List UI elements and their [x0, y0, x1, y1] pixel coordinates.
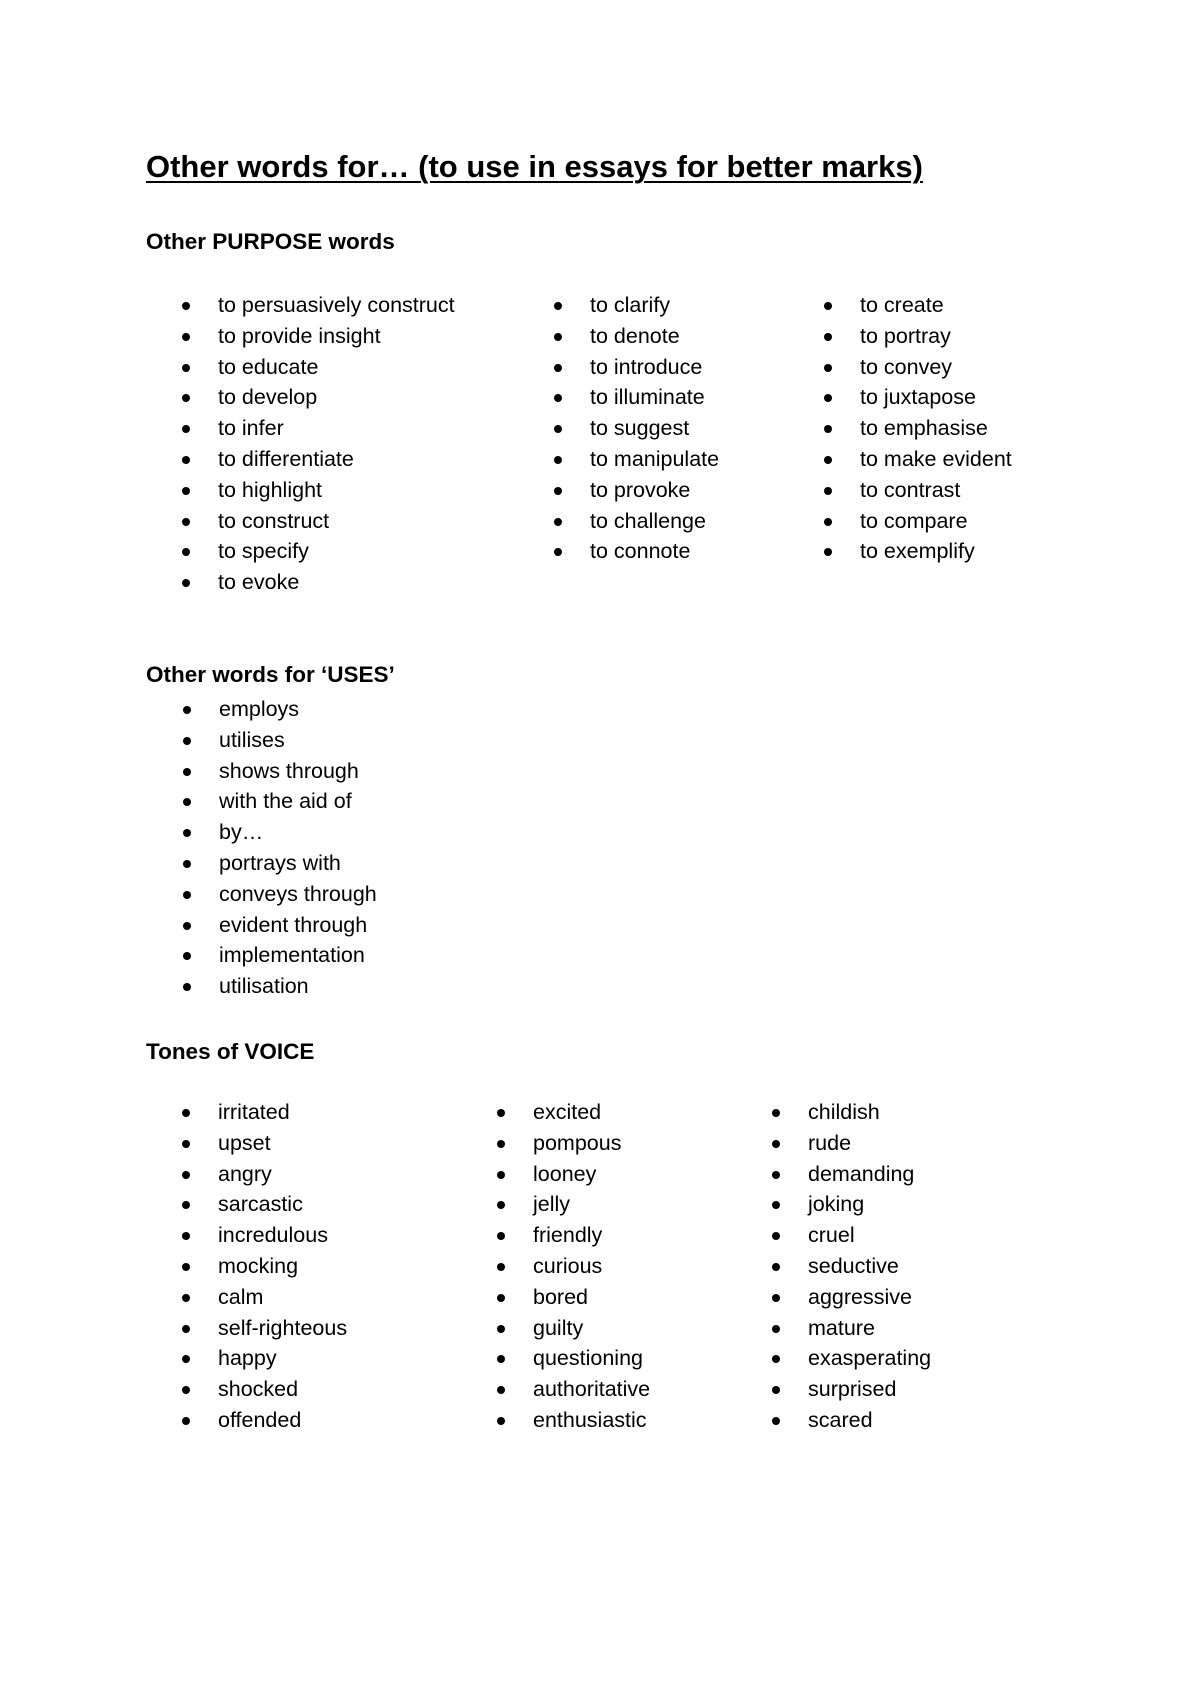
bullet-icon	[554, 548, 562, 556]
bullet-icon	[772, 1325, 780, 1333]
bullet-icon	[497, 1263, 505, 1271]
bullet-icon	[182, 1294, 190, 1302]
list-item-text: happy	[218, 1346, 277, 1371]
list-item	[146, 1405, 347, 1436]
purpose-list-column-2	[518, 290, 719, 567]
list-item-text: to portray	[860, 323, 951, 348]
bullet-icon	[183, 983, 191, 991]
list-item	[146, 382, 455, 413]
bullet-icon	[182, 1417, 190, 1425]
list-item-text: enthusiastic	[533, 1407, 647, 1432]
list-item	[146, 290, 455, 321]
list-item-text: to specify	[218, 539, 309, 564]
list-item	[736, 1251, 931, 1282]
list-item	[788, 290, 1012, 321]
bullet-icon	[554, 487, 562, 495]
voice-list-column-2	[461, 1097, 650, 1436]
bullet-icon	[772, 1201, 780, 1209]
list-item	[146, 321, 455, 352]
list-item-text: shocked	[218, 1377, 299, 1402]
list-item-text: guilty	[533, 1315, 584, 1340]
list-item	[146, 536, 455, 567]
list-item-text: upset	[218, 1130, 271, 1155]
list-item	[788, 321, 1012, 352]
list-item-text: authoritative	[533, 1377, 651, 1402]
bullet-icon	[497, 1294, 505, 1302]
list-item-text: to infer	[218, 416, 284, 441]
list-item	[146, 352, 455, 383]
list-item	[146, 1251, 347, 1282]
list-item-text: portrays with	[219, 850, 341, 875]
bullet-icon	[497, 1140, 505, 1148]
list-item-text: to differentiate	[218, 446, 354, 471]
list-item-text: calm	[218, 1284, 264, 1309]
list-item-text: to evoke	[218, 570, 300, 595]
voice-list-column-1	[146, 1097, 347, 1436]
list-item	[146, 444, 455, 475]
page-title: Other words for… (to use in essays for better marks)	[146, 149, 923, 184]
bullet-icon	[183, 922, 191, 930]
list-item	[147, 694, 377, 725]
list-item-text: utilisation	[219, 974, 309, 999]
list-item-text: shows through	[219, 758, 359, 783]
list-item	[461, 1128, 650, 1159]
bullet-icon	[182, 1232, 190, 1240]
purpose-list-column-1	[146, 290, 455, 598]
purpose-heading: Other PURPOSE words	[146, 229, 395, 254]
bullet-icon	[497, 1109, 505, 1117]
list-item-text: by…	[219, 820, 264, 845]
bullet-icon	[554, 302, 562, 310]
bullet-icon	[772, 1140, 780, 1148]
list-item-text: scared	[808, 1407, 873, 1432]
bullet-icon	[182, 394, 190, 402]
list-item	[146, 567, 455, 598]
list-item	[461, 1282, 650, 1313]
bullet-icon	[182, 1171, 190, 1179]
list-item	[736, 1374, 931, 1405]
list-item	[146, 1189, 347, 1220]
list-item	[518, 475, 719, 506]
bullet-icon	[182, 1109, 190, 1117]
bullet-icon	[824, 394, 832, 402]
list-item-text: to emphasise	[860, 416, 988, 441]
bullet-icon	[182, 548, 190, 556]
bullet-icon	[824, 364, 832, 372]
voice-list-column-3	[736, 1097, 931, 1436]
list-item	[518, 506, 719, 537]
bullet-icon	[183, 952, 191, 960]
list-item	[147, 879, 377, 910]
list-item	[461, 1159, 650, 1190]
list-item-text: to provoke	[590, 477, 691, 502]
bullet-icon	[554, 518, 562, 526]
bullet-icon	[182, 487, 190, 495]
bullet-icon	[497, 1325, 505, 1333]
purpose-list-column-3	[788, 290, 1012, 567]
list-item-text: implementation	[219, 943, 365, 968]
list-item	[736, 1405, 931, 1436]
bullet-icon	[183, 891, 191, 899]
list-item	[147, 756, 377, 787]
list-item	[146, 1282, 347, 1313]
bullet-icon	[497, 1232, 505, 1240]
list-item	[146, 1374, 347, 1405]
list-item	[736, 1159, 931, 1190]
bullet-icon	[772, 1417, 780, 1425]
bullet-icon	[182, 1263, 190, 1271]
list-item	[518, 536, 719, 567]
list-item	[461, 1251, 650, 1282]
list-item-text: exasperating	[808, 1346, 932, 1371]
bullet-icon	[554, 364, 562, 372]
bullet-icon	[182, 364, 190, 372]
list-item	[461, 1220, 650, 1251]
list-item-text: to highlight	[218, 477, 322, 502]
bullet-icon	[182, 1201, 190, 1209]
bullet-icon	[183, 706, 191, 714]
bullet-icon	[497, 1355, 505, 1363]
list-item-text: jelly	[533, 1192, 571, 1217]
bullet-icon	[497, 1201, 505, 1209]
bullet-icon	[824, 518, 832, 526]
list-item	[146, 1097, 347, 1128]
uses-heading: Other words for ‘USES’	[146, 662, 395, 687]
bullet-icon	[824, 487, 832, 495]
list-item	[146, 1159, 347, 1190]
list-item-text: seductive	[808, 1253, 899, 1278]
list-item-text: irritated	[218, 1100, 290, 1124]
list-item	[788, 475, 1012, 506]
list-item	[146, 506, 455, 537]
list-item-text: to convey	[860, 354, 953, 379]
bullet-icon	[772, 1109, 780, 1117]
list-item	[147, 786, 377, 817]
bullet-icon	[554, 394, 562, 402]
list-item-text: to introduce	[590, 354, 703, 379]
list-item	[461, 1189, 650, 1220]
list-item	[146, 1313, 347, 1344]
bullet-icon	[824, 333, 832, 341]
list-item-text: with the aid of	[219, 789, 352, 814]
list-item-text: rude	[808, 1130, 852, 1155]
list-item	[518, 382, 719, 413]
voice-heading: Tones of VOICE	[146, 1039, 315, 1064]
bullet-icon	[182, 302, 190, 310]
list-item-text: conveys through	[219, 881, 377, 906]
bullet-icon	[772, 1294, 780, 1302]
list-item-text: surprised	[808, 1377, 897, 1402]
list-item-text: to clarify	[590, 293, 671, 317]
list-item-text: to develop	[218, 385, 318, 410]
list-item-text: to compare	[860, 508, 968, 533]
list-item	[788, 413, 1012, 444]
list-item	[147, 940, 377, 971]
bullet-icon	[183, 860, 191, 868]
list-item	[146, 475, 455, 506]
list-item	[736, 1220, 931, 1251]
uses-list	[147, 694, 377, 1002]
list-item-text: self-righteous	[218, 1315, 348, 1340]
list-item-text: offended	[218, 1407, 302, 1432]
bullet-icon	[772, 1232, 780, 1240]
list-item-text: utilises	[219, 727, 285, 752]
list-item-text: childish	[808, 1100, 880, 1124]
list-item-text: demanding	[808, 1161, 915, 1186]
list-item-text: mature	[808, 1315, 875, 1340]
list-item	[146, 1128, 347, 1159]
bullet-icon	[182, 1386, 190, 1394]
list-item	[146, 413, 455, 444]
list-item	[788, 382, 1012, 413]
list-item-text: pompous	[533, 1130, 622, 1155]
bullet-icon	[182, 1355, 190, 1363]
list-item	[461, 1405, 650, 1436]
list-item	[146, 1343, 347, 1374]
bullet-icon	[182, 456, 190, 464]
bullet-icon	[772, 1263, 780, 1271]
bullet-icon	[182, 1140, 190, 1148]
list-item-text: to provide insight	[218, 323, 381, 348]
list-item-text: employs	[219, 697, 300, 721]
bullet-icon	[824, 548, 832, 556]
list-item	[461, 1374, 650, 1405]
bullet-icon	[183, 768, 191, 776]
list-item-text: to juxtapose	[860, 385, 976, 410]
list-item-text: mocking	[218, 1253, 299, 1278]
list-item-text: cruel	[808, 1223, 855, 1248]
list-item	[518, 413, 719, 444]
list-item	[147, 848, 377, 879]
list-item-text: joking	[808, 1192, 865, 1217]
list-item-text: to educate	[218, 354, 319, 379]
bullet-icon	[772, 1386, 780, 1394]
list-item	[518, 352, 719, 383]
list-item	[146, 1220, 347, 1251]
list-item-text: sarcastic	[218, 1192, 303, 1217]
list-item	[518, 321, 719, 352]
list-item-text: excited	[533, 1100, 602, 1124]
bullet-icon	[824, 425, 832, 433]
list-item-text: to create	[860, 293, 944, 317]
bullet-icon	[554, 456, 562, 464]
list-item-text: angry	[218, 1161, 272, 1186]
list-item	[736, 1313, 931, 1344]
list-item-text: aggressive	[808, 1284, 912, 1309]
bullet-icon	[183, 798, 191, 806]
list-item-text: friendly	[533, 1223, 603, 1248]
bullet-icon	[824, 302, 832, 310]
list-item	[736, 1128, 931, 1159]
list-item	[147, 817, 377, 848]
list-item	[736, 1097, 931, 1128]
list-item-text: looney	[533, 1161, 597, 1186]
bullet-icon	[182, 579, 190, 587]
bullet-icon	[497, 1417, 505, 1425]
list-item	[147, 910, 377, 941]
bullet-icon	[497, 1386, 505, 1394]
bullet-icon	[497, 1171, 505, 1179]
list-item-text: to contrast	[860, 477, 961, 502]
bullet-icon	[554, 425, 562, 433]
bullet-icon	[182, 425, 190, 433]
list-item-text: to exemplify	[860, 539, 975, 564]
list-item-text: to construct	[218, 508, 330, 533]
list-item	[461, 1097, 650, 1128]
list-item	[147, 725, 377, 756]
list-item-text: to suggest	[590, 416, 690, 441]
list-item	[788, 444, 1012, 475]
list-item-text: to illuminate	[590, 385, 705, 410]
list-item-text: to denote	[590, 323, 680, 348]
bullet-icon	[183, 737, 191, 745]
bullet-icon	[182, 333, 190, 341]
bullet-icon	[824, 456, 832, 464]
list-item-text: evident through	[219, 912, 368, 937]
bullet-icon	[554, 333, 562, 341]
list-item	[788, 506, 1012, 537]
list-item-text: incredulous	[218, 1223, 328, 1248]
list-item-text: curious	[533, 1253, 603, 1278]
bullet-icon	[182, 518, 190, 526]
list-item	[788, 352, 1012, 383]
list-item-text: to connote	[590, 539, 691, 564]
list-item	[461, 1343, 650, 1374]
bullet-icon	[772, 1355, 780, 1363]
bullet-icon	[772, 1171, 780, 1179]
list-item	[518, 444, 719, 475]
list-item-text: questioning	[533, 1346, 643, 1371]
bullet-icon	[182, 1325, 190, 1333]
list-item-text: to manipulate	[590, 446, 720, 471]
list-item	[788, 536, 1012, 567]
list-item-text: to make evident	[860, 446, 1012, 471]
list-item-text: to persuasively construct	[218, 293, 455, 317]
list-item	[147, 971, 377, 1002]
list-item	[518, 290, 719, 321]
list-item-text: bored	[533, 1284, 588, 1309]
list-item	[736, 1189, 931, 1220]
list-item-text: to challenge	[590, 508, 706, 533]
list-item	[736, 1282, 931, 1313]
bullet-icon	[183, 829, 191, 837]
list-item	[461, 1313, 650, 1344]
list-item	[736, 1343, 931, 1374]
